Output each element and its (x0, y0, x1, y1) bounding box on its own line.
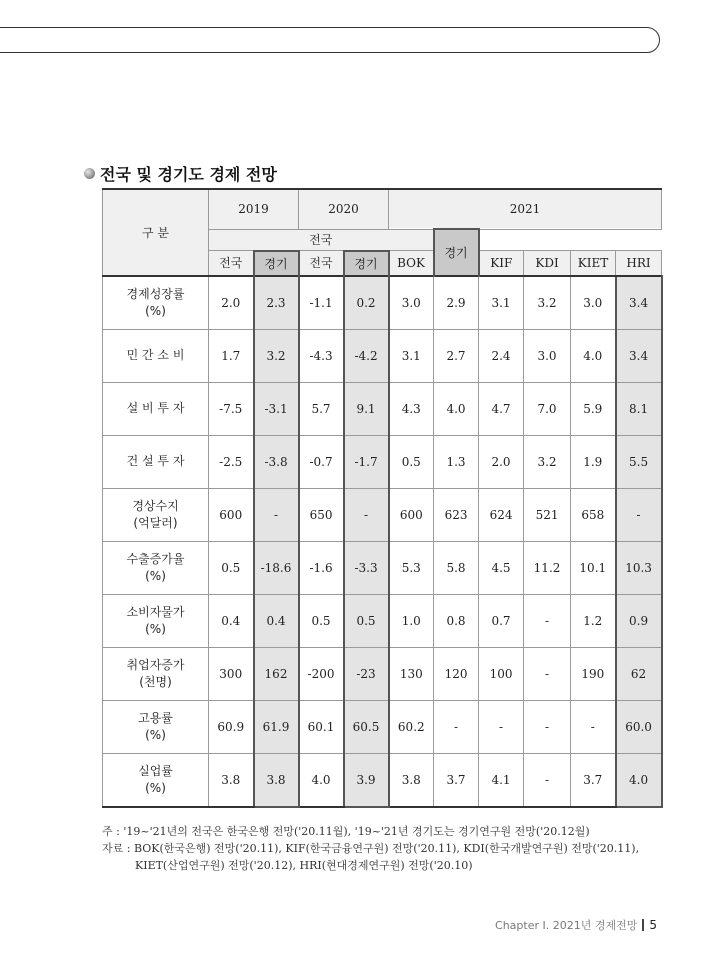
table-row (103, 594, 662, 647)
table-cell: 4.5 (479, 541, 524, 594)
table-cell: - (524, 647, 571, 700)
table-cell: 300 (209, 647, 254, 700)
row-label-unit: (%) (145, 780, 166, 795)
national-group-header: 전국 (209, 229, 434, 251)
table-cell: - (524, 594, 571, 647)
row-label (103, 382, 209, 435)
table-cell: 130 (389, 647, 434, 700)
note-sources-cont: KIET(산업연구원) 전망('20.12), HRI(현대경제연구원) 전망('20.10) (135, 859, 473, 872)
table-row (103, 753, 662, 807)
table-cell: 10.3 (616, 541, 662, 594)
table-cell: 60.5 (344, 700, 389, 753)
table-cell: 1.7 (209, 329, 254, 382)
page-number: 5 (649, 918, 657, 932)
table-cell: 3.4 (616, 276, 662, 330)
table-cell: 3.2 (524, 435, 571, 488)
row-label (103, 541, 209, 594)
table-cell: 9.1 (344, 382, 389, 435)
table-cell: 5.3 (389, 541, 434, 594)
row-label-unit: (%) (145, 303, 166, 318)
table-cell: - (616, 488, 662, 541)
economic-outlook-table (102, 188, 663, 808)
table-cell: - (254, 488, 299, 541)
table-cell: -1.7 (344, 435, 389, 488)
table-cell: 0.4 (254, 594, 299, 647)
table-cell: 624 (479, 488, 524, 541)
table-cell: 5.7 (299, 382, 344, 435)
row-label (103, 276, 209, 330)
row-label-name: 민 간 소 비 (126, 348, 185, 362)
table-cell: 4.1 (479, 753, 524, 807)
table-cell: 2.4 (479, 329, 524, 382)
table-row (103, 382, 662, 435)
table-cell: 2.9 (434, 276, 479, 330)
table-cell: 3.7 (571, 753, 616, 807)
table-cell: 62 (616, 647, 662, 700)
table-cell: -23 (344, 647, 389, 700)
section-title (84, 161, 277, 185)
table-cell: - (524, 753, 571, 807)
table-cell: -3.8 (254, 435, 299, 488)
gyeonggi-2021-header: 경기 (434, 229, 479, 276)
table-cell: 0.4 (209, 594, 254, 647)
table-cell: 4.0 (299, 753, 344, 807)
table-cell: -3.1 (254, 382, 299, 435)
table-cell: 0.5 (299, 594, 344, 647)
table-cell: -4.2 (344, 329, 389, 382)
table-cell: -1.6 (299, 541, 344, 594)
table-cell: 4.0 (434, 382, 479, 435)
row-label-name: 소비자물가 (126, 604, 185, 619)
row-label (103, 647, 209, 700)
row-label-unit: (%) (145, 568, 166, 583)
page-footer (495, 917, 657, 933)
table-row (103, 700, 662, 753)
subheader-kif: KIF (479, 251, 524, 276)
year-2020-header: 2020 (299, 189, 389, 229)
table-cell: 61.9 (254, 700, 299, 753)
table-cell: 3.9 (344, 753, 389, 807)
table-notes (102, 823, 672, 874)
table-cell: 4.7 (479, 382, 524, 435)
table-cell: -200 (299, 647, 344, 700)
table-cell: 3.0 (389, 276, 434, 330)
table-cell: 4.0 (616, 753, 662, 807)
table-cell: 11.2 (524, 541, 571, 594)
table-cell: - (434, 700, 479, 753)
row-label (103, 753, 209, 807)
header-bar (0, 27, 660, 53)
table-cell: 650 (299, 488, 344, 541)
table-cell: 3.0 (524, 329, 571, 382)
table-row (103, 488, 662, 541)
table-cell: 60.9 (209, 700, 254, 753)
table-cell: -7.5 (209, 382, 254, 435)
row-label-unit: (천명) (139, 674, 172, 689)
row-label (103, 329, 209, 382)
table-cell: 3.7 (434, 753, 479, 807)
table-cell: -2.5 (209, 435, 254, 488)
table-cell: 0.5 (209, 541, 254, 594)
row-label (103, 435, 209, 488)
table-cell: -1.1 (299, 276, 344, 330)
subheader-bok: BOK (389, 251, 434, 276)
table-row (103, 647, 662, 700)
year-2019-header: 2019 (209, 189, 299, 229)
subheader-kiet: KIET (571, 251, 616, 276)
footer-separator (642, 919, 644, 931)
corner-label: 구 분 (103, 189, 209, 276)
table-cell: 4.3 (389, 382, 434, 435)
table-cell: 600 (209, 488, 254, 541)
table-cell: 1.0 (389, 594, 434, 647)
table-cell: 100 (479, 647, 524, 700)
table-cell: - (524, 700, 571, 753)
table-cell: 3.2 (524, 276, 571, 330)
row-label-unit: (억달러) (133, 515, 178, 530)
table-cell: 0.2 (344, 276, 389, 330)
table-cell: 1.9 (571, 435, 616, 488)
subheader-hri: HRI (616, 251, 662, 276)
table-cell: 3.4 (616, 329, 662, 382)
table-cell: 521 (524, 488, 571, 541)
note-sources: 자료 : BOK(한국은행) 전망('20.11), KIF(한국금융연구원) 전망('20.11), KDI(한국개발연구원) 전망('20.11), (102, 842, 640, 855)
table-cell: 1.2 (571, 594, 616, 647)
table-cell: 3.2 (254, 329, 299, 382)
table-cell: 120 (434, 647, 479, 700)
row-label-unit: (%) (145, 727, 166, 742)
chapter-label: Chapter Ⅰ. 2021년 경제전망 (495, 919, 638, 932)
section-title-text: 전국 및 경기도 경제 전망 (100, 164, 277, 184)
table-cell: -4.3 (299, 329, 344, 382)
table-cell: 60.2 (389, 700, 434, 753)
table-cell: 60.1 (299, 700, 344, 753)
table-cell: 3.8 (209, 753, 254, 807)
row-label-name: 설 비 투 자 (126, 401, 185, 415)
row-label (103, 594, 209, 647)
bullet-icon (84, 168, 95, 179)
subheader-2020-gyeonggi: 경기 (344, 251, 389, 276)
table-cell: 2.0 (209, 276, 254, 330)
table-cell: 8.1 (616, 382, 662, 435)
row-label-name: 수출증가율 (126, 551, 185, 566)
table-cell: 3.1 (389, 329, 434, 382)
table-cell: 1.3 (434, 435, 479, 488)
table-row (103, 329, 662, 382)
table-cell: 10.1 (571, 541, 616, 594)
subheader-2020-national: 전국 (299, 251, 344, 276)
table-cell: -3.3 (344, 541, 389, 594)
table-cell: 3.8 (254, 753, 299, 807)
table-row (103, 541, 662, 594)
table-cell: 0.9 (616, 594, 662, 647)
note-main: 주 : '19~'21년의 전국은 한국은행 전망('20.11월), '19~'21년 경기도는 경기연구원 전망('20.12월) (102, 825, 590, 838)
table-cell: 2.0 (479, 435, 524, 488)
table-cell: -18.6 (254, 541, 299, 594)
row-label-name: 경상수지 (132, 498, 179, 513)
table-cell: - (571, 700, 616, 753)
table-cell: 0.8 (434, 594, 479, 647)
table-cell: 658 (571, 488, 616, 541)
table-cell: 7.0 (524, 382, 571, 435)
row-label-name: 경제성장률 (126, 286, 185, 301)
table-cell: 2.7 (434, 329, 479, 382)
table-cell: 3.8 (389, 753, 434, 807)
table-cell: 162 (254, 647, 299, 700)
row-label-name: 고용률 (138, 710, 173, 725)
table-cell: 5.5 (616, 435, 662, 488)
year-2021-header: 2021 (389, 189, 662, 229)
table-cell: 60.0 (616, 700, 662, 753)
table-cell: 600 (389, 488, 434, 541)
subheader-2019-national: 전국 (209, 251, 254, 276)
row-label-name: 취업자증가 (126, 657, 185, 672)
row-label (103, 488, 209, 541)
table-cell: - (344, 488, 389, 541)
row-label-unit: (%) (145, 621, 166, 636)
table-cell: - (479, 700, 524, 753)
table-cell: 0.7 (479, 594, 524, 647)
table-cell: 3.1 (479, 276, 524, 330)
row-label-name: 실업률 (138, 763, 173, 778)
table-row (103, 435, 662, 488)
table-row (103, 276, 662, 330)
row-label (103, 700, 209, 753)
table-cell: -0.7 (299, 435, 344, 488)
subheader-2019-gyeonggi: 경기 (254, 251, 299, 276)
row-label-name: 건 설 투 자 (126, 454, 185, 468)
table-cell: 2.3 (254, 276, 299, 330)
table-cell: 0.5 (389, 435, 434, 488)
table-cell: 5.9 (571, 382, 616, 435)
table-cell: 190 (571, 647, 616, 700)
table-cell: 3.0 (571, 276, 616, 330)
subheader-kdi: KDI (524, 251, 571, 276)
table-cell: 4.0 (571, 329, 616, 382)
table-cell: 0.5 (344, 594, 389, 647)
table-cell: 5.8 (434, 541, 479, 594)
table-cell: 623 (434, 488, 479, 541)
